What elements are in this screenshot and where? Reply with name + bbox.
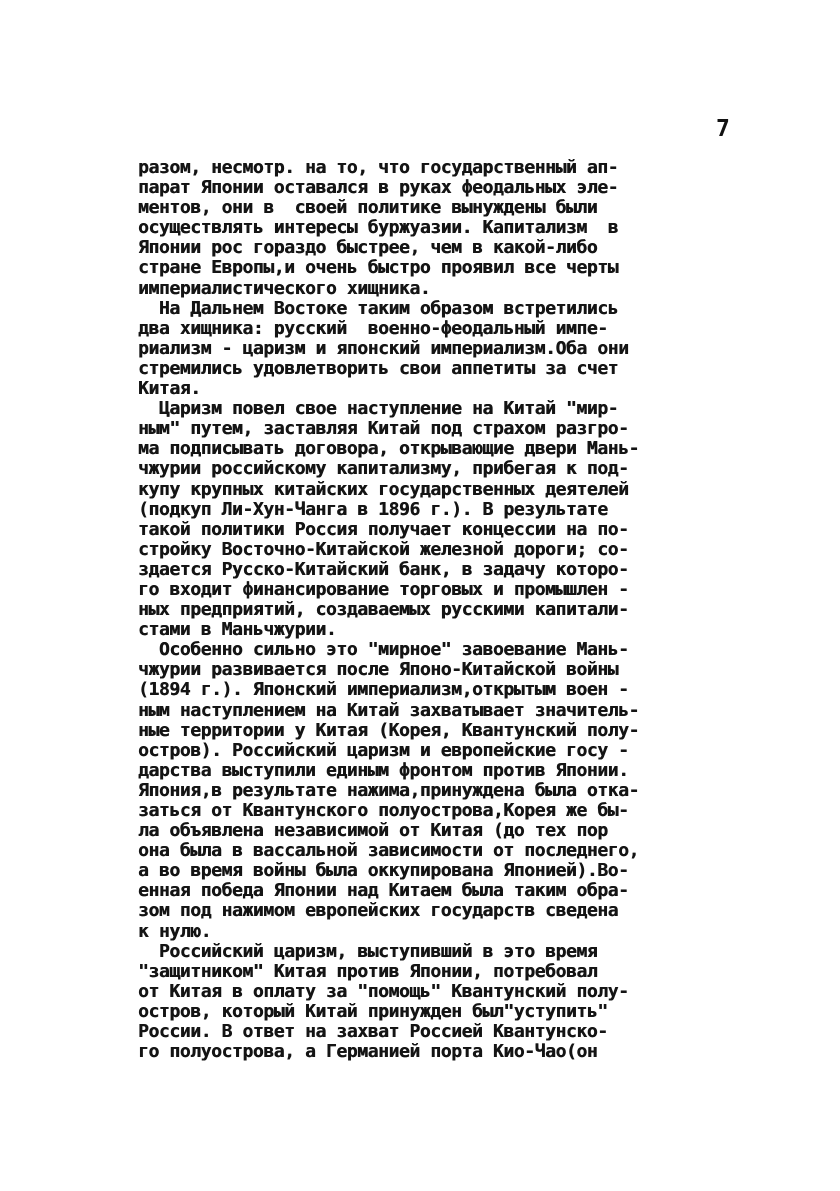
text-line: зом под нажимом европейских государств сведена (138, 900, 619, 922)
text-line: от Китая в оплату за "помощь" Квантунский полу- (138, 980, 629, 1002)
text-line: осуществлять интересы буржуазии. Капитализм в (138, 217, 619, 239)
text-line: ным наступлением на Китай захватывает значитель- (138, 699, 639, 721)
text-line: России. В ответ на захват Россией Квантунско- (138, 1021, 608, 1043)
text-line: (подкуп Ли-Хун-Чанга в 1896 г.). В результате (138, 498, 608, 520)
text-line: Японии рос гораздо быстрее, чем в какой-либо (138, 237, 598, 259)
text-line: Китая. (138, 378, 201, 400)
text-line: купу крупных китайских государственных деятелей (138, 478, 629, 500)
text-line: Царизм повел свое наступление на Китай "мир- (138, 398, 619, 420)
text-line: стране Европы,и очень быстро проявил все черты (138, 257, 619, 279)
text-line: она была в вассальной зависимости от последнего, (138, 840, 639, 862)
text-line: чжурии российскому капитализму, прибегая к под- (138, 458, 629, 480)
text-line: стами в Маньчжурии. (138, 619, 337, 641)
text-line: парат Японии оставался в руках феодальных эле- (138, 177, 619, 199)
text-line: енная победа Японии над Китаем была таким обра- (138, 880, 629, 902)
text-line: стремились удовлетворить свои аппетиты за счет (138, 357, 619, 379)
text-line: чжурии развивается после Японо-Китайской войны (138, 659, 619, 681)
text-line: ма подписывать договора, открывающие двери Мань- (138, 438, 639, 460)
text-line: ла объявлена независимой от Китая (до тех пор (138, 820, 608, 842)
page-number: 7 (716, 116, 730, 142)
text-line: ные территории у Китая (Корея, Квантунский полу- (138, 719, 639, 741)
text-line: На Дальнем Востоке таким образом встретились (138, 297, 619, 319)
text-line: (1894 г.). Японский империализм,открытым воен - (138, 679, 629, 701)
text-line: стройку Восточно-Китайской железной дороги; со- (138, 538, 629, 560)
text-line: здается Русско-Китайский банк, в задачу которо- (138, 558, 629, 580)
text-line: "защитником" Китая против Японии, потребовал (138, 960, 598, 982)
text-line: остров, который Китай принужден был"уступить" (138, 1000, 608, 1022)
text-line: го полуострова, а Германией порта Кио-Чао(он (138, 1041, 598, 1063)
text-line: риализм - царизм и японский империализм.Оба они (138, 337, 629, 359)
text-line: ных предприятий, создаваемых русскими капитали- (138, 599, 629, 621)
text-line: Япония,в результате нажима,принуждена была отка- (138, 779, 639, 801)
text-line: заться от Квантунского полуострова,Корея же бы- (138, 800, 629, 821)
text-line: а во время войны была оккупирована Японией).Во- (138, 860, 629, 882)
text-line: ным" путем, заставляя Китай под страхом разгро- (138, 418, 629, 440)
text-line: дарства выступили единым фронтом против Японии. (138, 759, 629, 781)
text-body (138, 158, 778, 1062)
text-line: остров). Российский царизм и европейские госу - (138, 739, 629, 761)
text-line: Российский царизм, выступивший в это время (138, 940, 598, 962)
text-line: го входит финансирование торговых и промышлен - (138, 578, 629, 600)
text-line: империалистического хищника. (138, 277, 431, 299)
text-line: ментов, они в своей политике вынуждены были (138, 197, 598, 219)
text-line: два хищника: русский военно-феодальный импе- (138, 317, 608, 339)
text-line: разом, несмотр. на то, что государственный ап- (138, 157, 619, 178)
text-line: такой политики Россия получает концессии на по- (138, 518, 629, 540)
text-line: Особенно сильно это "мирное" завоевание Мань- (138, 639, 629, 661)
text-line: к нулю. (138, 920, 212, 942)
